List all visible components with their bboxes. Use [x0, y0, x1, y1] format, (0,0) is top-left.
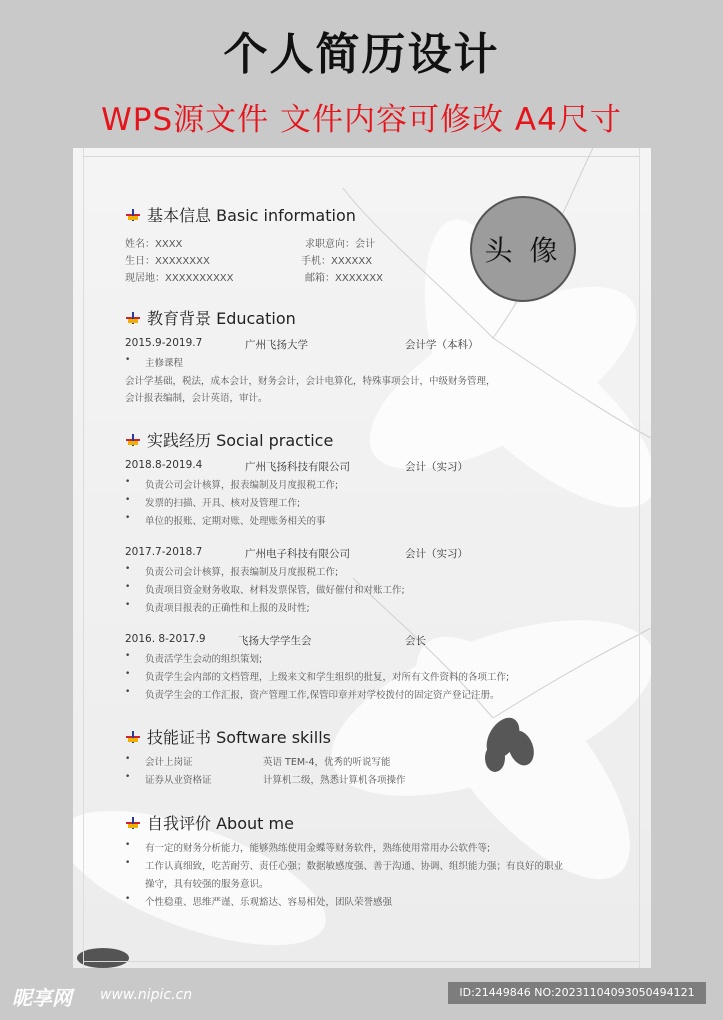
practice-org: 飞扬大学学生会 — [238, 635, 312, 647]
poster-title: 个人简历设计 — [223, 29, 500, 80]
section-bullet-icon — [125, 432, 141, 448]
section-heading: 教育背景 Education — [147, 309, 296, 328]
address-field: 现居地：XXXXXXXXXX — [125, 273, 234, 284]
page-border-right — [639, 148, 640, 968]
practice-role: 会计（实习） — [405, 461, 468, 473]
practice-date: 2017.7-2018.7 — [125, 546, 203, 558]
page-border-left — [83, 148, 84, 968]
about-continuation: 操守，具有较强的服务意识。 — [145, 879, 269, 890]
section-practice — [125, 428, 333, 451]
practice-org: 广州飞扬科技有限公司 — [245, 461, 350, 473]
section-skills — [125, 725, 331, 748]
skill-desc: 英语 TEM-4，优秀的听说写能 — [263, 757, 391, 768]
list-item: • 负责项目报表的正确性和上报的及时性; — [125, 600, 310, 614]
list-item: • 负责公司会计核算，报表编制及月度报税工作; — [125, 564, 339, 578]
list-item: • 负责活学生会动的组织策划; — [125, 651, 263, 665]
list-item: • 有一定的财务分析能力，能够熟练使用金蝶等财务软件，熟练使用常用办公软件等; — [125, 840, 491, 854]
practice-date: 2016. 8-2017.9 — [125, 633, 206, 645]
section-education — [125, 306, 296, 329]
phone-field: 手机：XXXXXX — [301, 256, 373, 267]
skill-desc: 计算机二级，熟悉计算机各项操作 — [263, 775, 406, 786]
education-date: 2015.9-2019.7 — [125, 337, 203, 349]
section-about — [125, 811, 294, 834]
list-item: • 个性稳重、思维严谨、乐观豁达、容易相处，团队荣誉感强 — [125, 894, 393, 908]
section-bullet-icon — [125, 815, 141, 831]
list-item: • 负责公司会计核算，报表编制及月度报税工作; — [125, 477, 339, 491]
practice-role: 会计（实习） — [405, 548, 468, 560]
poster-subtitle: WPS源文件 文件内容可修改 A4尺寸 — [101, 102, 622, 138]
name-field: 姓名：XXXX — [125, 239, 183, 250]
education-major: 会计学（本科） — [405, 339, 479, 351]
list-item: • 负责学生会内部的文档管理，上级来文和学生组织的批复，对所有文件资料的各项工作; — [125, 669, 510, 683]
list-item: • 单位的报账、定期对账、处理账务相关的事 — [125, 513, 326, 527]
job-intent-field: 求职意向：会计 — [305, 239, 375, 250]
section-bullet-icon — [125, 310, 141, 326]
image-id-bar: ID:21449846 NO:20231104093050494121 — [448, 982, 706, 1004]
section-heading: 实践经历 Social practice — [147, 431, 334, 450]
watermark-brand: 昵享网 — [12, 986, 72, 1010]
section-heading: 自我评价 About me — [147, 814, 294, 833]
section-heading: 技能证书 Software skills — [147, 728, 331, 747]
list-item: • 负责项目资金财务收取、材料发票保管，做好催付和对账工作; — [125, 582, 405, 596]
list-item: • 证券从业资格证 — [125, 772, 212, 786]
practice-role: 会长 — [405, 635, 426, 647]
list-item: • 工作认真细致，吃苦耐劳、责任心强；数据敏感度强、善于沟通、协调、组织能力强；有良好的职业 — [125, 858, 564, 872]
education-school: 广州飞扬大学 — [245, 339, 308, 351]
education-courses-line1: 会计学基础，税法，成本会计，财务会计，会计电算化，特殊事项会计，中级财务管理， — [125, 376, 496, 387]
birthday-field: 生日：XXXXXXXX — [125, 256, 210, 267]
section-heading: 基本信息 Basic information — [147, 206, 356, 225]
list-item: • 负责学生会的工作汇报，资产管理工作,保管印章并对学校拨付的固定资产登记注册。 — [125, 687, 500, 701]
resume-page — [73, 148, 651, 968]
list-item: • 主修课程 — [125, 355, 184, 369]
section-bullet-icon — [125, 729, 141, 745]
section-bullet-icon — [125, 207, 141, 223]
education-courses-line2: 会计报表编制，会计英语，审计。 — [125, 393, 268, 404]
practice-org: 广州电子科技有限公司 — [245, 548, 350, 560]
watermark-url: www.nipic.cn — [100, 987, 193, 1003]
list-item: • 发票的扫描、开具、核对及管理工作; — [125, 495, 301, 509]
email-field: 邮箱：XXXXXXX — [305, 273, 383, 284]
list-item: • 会计上岗证 — [125, 754, 193, 768]
avatar-placeholder: 头 像 — [470, 196, 576, 302]
practice-date: 2018.8-2019.4 — [125, 459, 203, 471]
section-basic-info — [125, 203, 356, 226]
